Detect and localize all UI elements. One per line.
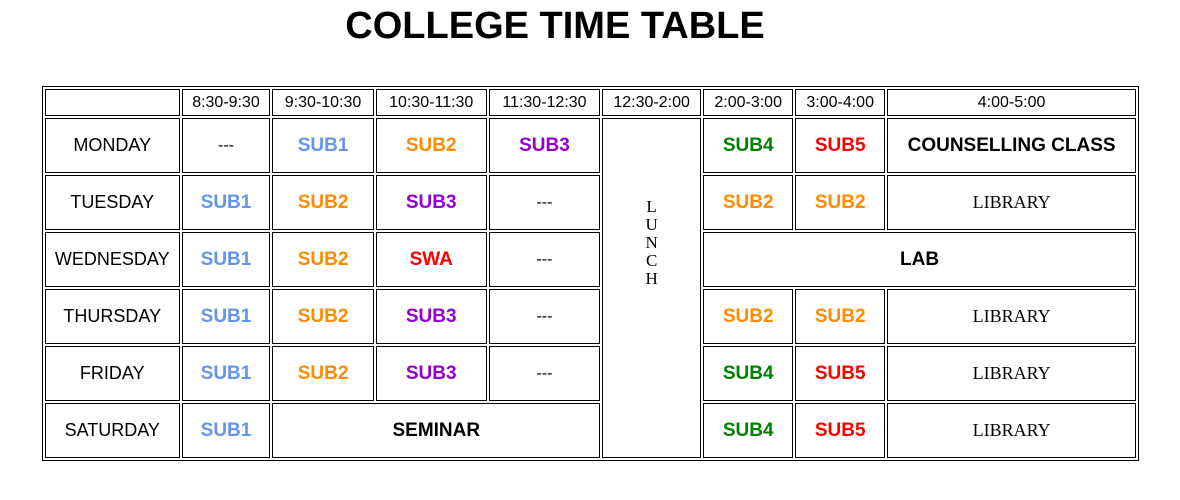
row-wednesday: [45, 232, 1136, 287]
header-slot-1: 8:30-9:30: [182, 89, 271, 116]
slot-cell: LIBRARY: [887, 346, 1136, 401]
day-cell: WEDNESDAY: [45, 232, 180, 287]
slot-cell: SUB3: [489, 118, 600, 173]
slot-cell: SUB2: [272, 232, 373, 287]
lab-cell: LAB: [703, 232, 1136, 287]
header-slot-6: 2:00-3:00: [703, 89, 793, 116]
row-tuesday: [45, 175, 1136, 230]
slot-cell: SUB2: [272, 289, 373, 344]
slot-cell: ---: [489, 232, 600, 287]
slot-cell: SUB3: [376, 346, 487, 401]
lunch-cell: [602, 118, 701, 458]
header-slot-2: 9:30-10:30: [272, 89, 373, 116]
seminar-cell: SEMINAR: [272, 403, 600, 458]
slot-cell: SUB4: [703, 118, 793, 173]
row-monday: [45, 118, 1136, 173]
lunch-letter: C: [645, 251, 658, 270]
day-cell: MONDAY: [45, 118, 180, 173]
slot-cell: SUB1: [182, 175, 271, 230]
row-thursday: [45, 289, 1136, 344]
header-corner-cell: [45, 89, 180, 116]
day-cell: FRIDAY: [45, 346, 180, 401]
slot-cell: SUB4: [703, 403, 793, 458]
slot-cell: ---: [182, 118, 271, 173]
day-cell: TUESDAY: [45, 175, 180, 230]
slot-cell: COUNSELLING CLASS: [887, 118, 1136, 173]
slot-cell: LIBRARY: [887, 175, 1136, 230]
lunch-letter: N: [645, 233, 658, 252]
slot-cell: SUB1: [182, 289, 271, 344]
slot-cell: ---: [489, 346, 600, 401]
slot-cell: SUB1: [182, 403, 271, 458]
slot-cell: SUB5: [795, 346, 885, 401]
slot-cell: SUB2: [272, 346, 373, 401]
header-slot-8: 4:00-5:00: [887, 89, 1136, 116]
row-saturday: [45, 403, 1136, 458]
slot-cell: SWA: [376, 232, 487, 287]
slot-cell: SUB2: [376, 118, 487, 173]
lunch-vertical-text: [645, 198, 657, 288]
slot-cell: SUB3: [376, 175, 487, 230]
lunch-letter: L: [646, 197, 657, 216]
slot-cell: SUB2: [795, 175, 885, 230]
lunch-letter: U: [645, 215, 658, 234]
slot-cell: SUB1: [272, 118, 373, 173]
day-cell: THURSDAY: [45, 289, 180, 344]
header-row: [45, 89, 1136, 116]
slot-cell: SUB2: [272, 175, 373, 230]
header-slot-7: 3:00-4:00: [795, 89, 885, 116]
slot-cell: SUB4: [703, 346, 793, 401]
lunch-letter: H: [645, 269, 658, 288]
slot-cell: LIBRARY: [887, 289, 1136, 344]
slot-cell: LIBRARY: [887, 403, 1136, 458]
slot-cell: SUB2: [703, 289, 793, 344]
slot-cell: SUB3: [376, 289, 487, 344]
page-title: COLLEGE TIME TABLE: [345, 5, 765, 47]
header-slot-3: 10:30-11:30: [376, 89, 487, 116]
header-slot-5: 12:30-2:00: [602, 89, 701, 116]
slot-cell: SUB5: [795, 403, 885, 458]
slot-cell: SUB2: [703, 175, 793, 230]
slot-cell: ---: [489, 289, 600, 344]
slot-cell: ---: [489, 175, 600, 230]
day-cell: SATURDAY: [45, 403, 180, 458]
slot-cell: SUB1: [182, 232, 271, 287]
slot-cell: SUB2: [795, 289, 885, 344]
slot-cell: SUB1: [182, 346, 271, 401]
header-slot-4: 11:30-12:30: [489, 89, 600, 116]
timetable: [42, 86, 1139, 461]
row-friday: [45, 346, 1136, 401]
slot-cell: SUB5: [795, 118, 885, 173]
